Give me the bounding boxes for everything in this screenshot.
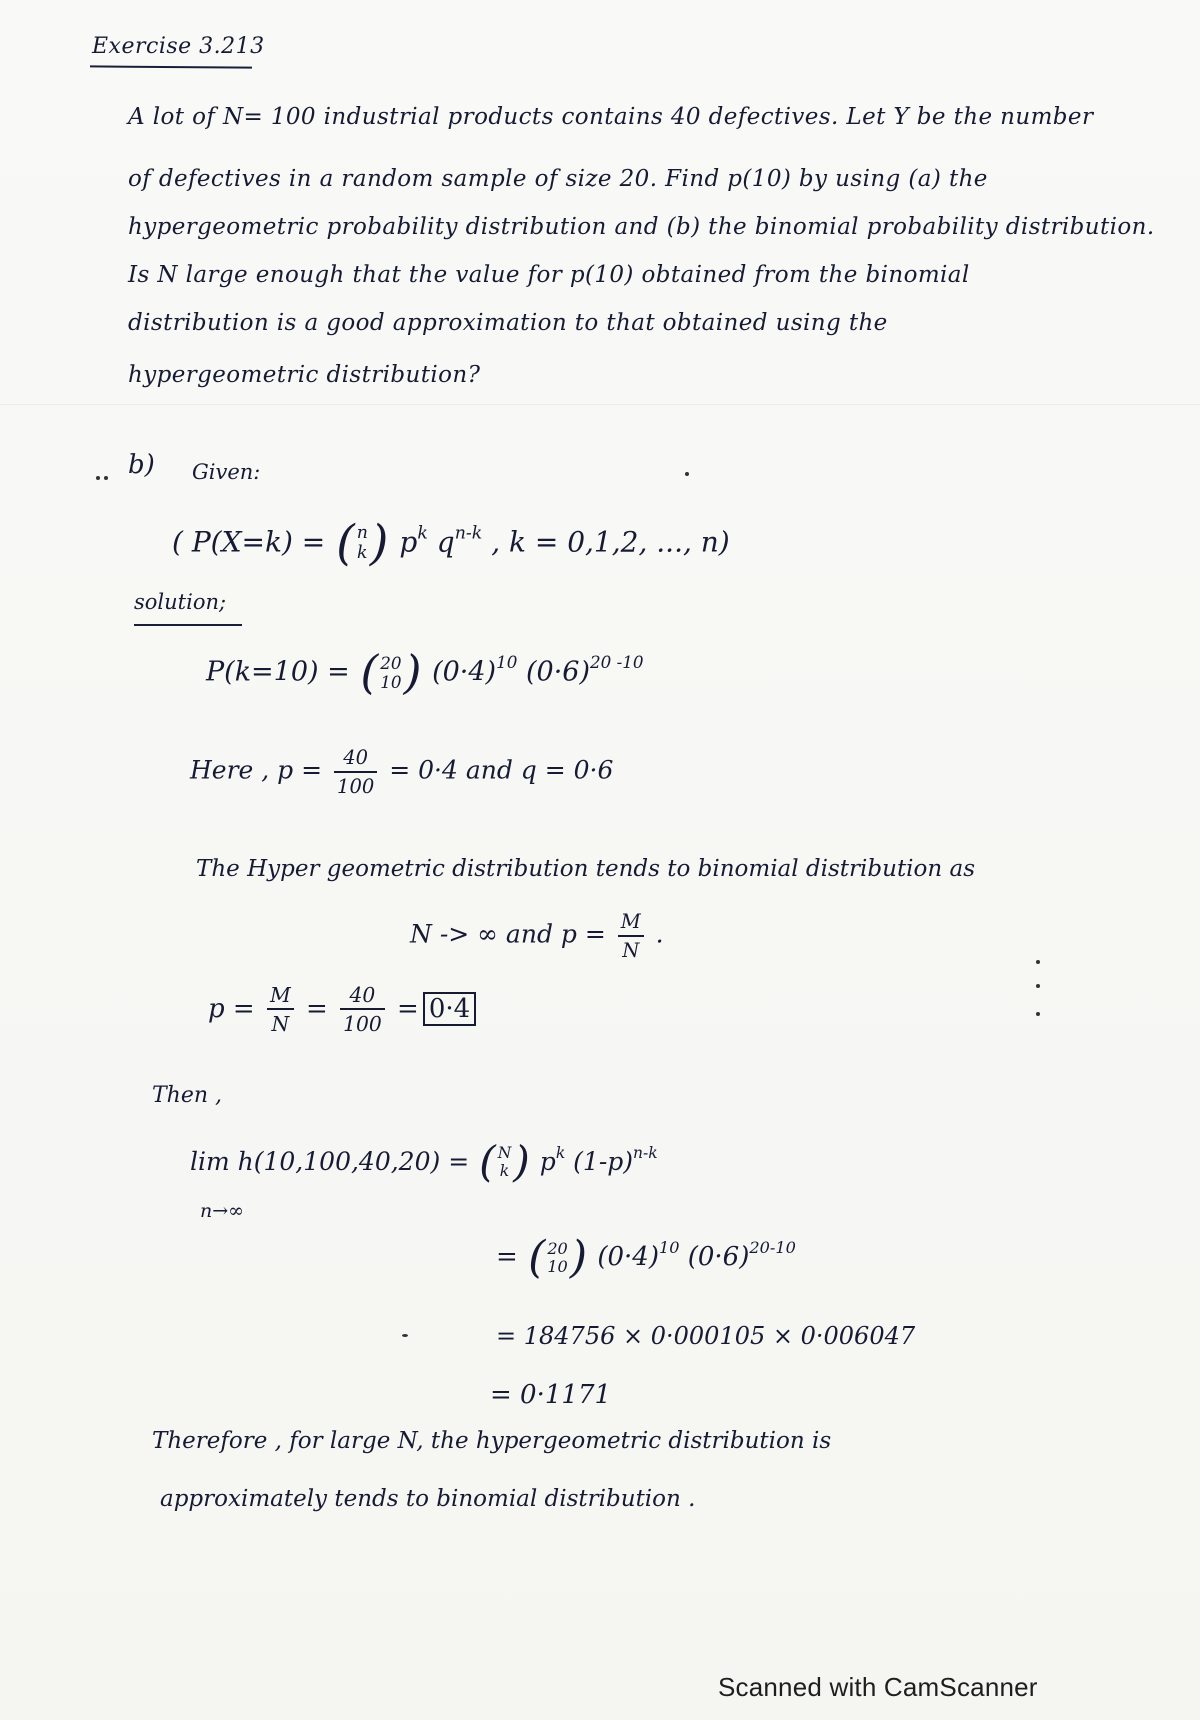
p-exponent: k [417, 523, 428, 544]
binom-20-10: ( 20 10 ) [360, 645, 422, 699]
frac-den: N [622, 938, 640, 962]
binom-bottom: 10 [380, 671, 402, 692]
frac-den: N [271, 1012, 290, 1037]
limit-end: . [655, 919, 664, 949]
problem-line-2: of defectives in a random sample of size 20. Find p(10) by using (a) the [128, 166, 988, 192]
equals-sign: = [397, 993, 419, 1024]
conclusion-line-2: approximately tends to binomial distribution . [160, 1486, 696, 1512]
step2-term1: (0·4) [597, 1242, 659, 1273]
one-minus-p-exponent: n-k [633, 1144, 658, 1163]
scan-dot [685, 472, 689, 476]
fraction-m-n [267, 985, 294, 1035]
problem-line-1: A lot of N= 100 industrial products contains 40 defectives. Let Y be the number [128, 104, 1094, 130]
title-underline [90, 65, 252, 68]
scan-dot [1036, 960, 1040, 964]
equals-sign: = [496, 1242, 518, 1273]
step2-term2: (0·6) [687, 1242, 750, 1273]
page-seam [0, 404, 1200, 405]
equals-sign: = [306, 993, 328, 1024]
binom-bottom: k [499, 1162, 510, 1181]
frac-num: 40 [340, 985, 385, 1010]
binom-top: n [356, 522, 368, 543]
pk-formula [206, 645, 644, 699]
limit-text: N -> ∞ and p = [410, 919, 606, 949]
frac-den: 100 [337, 774, 375, 798]
pk-exp2: 20 -10 [590, 651, 644, 672]
boxed-result: 0·4 [423, 992, 476, 1026]
fraction-40-100 [334, 748, 377, 796]
statement-hypergeometric-tends: The Hyper geometric distribution tends to binomial distribution as [196, 856, 976, 882]
step2-exp2: 20-10 [749, 1238, 796, 1258]
scan-dot [104, 476, 108, 480]
pk-lhs: P(k=10) = [206, 656, 350, 688]
frac-den: 100 [343, 1012, 382, 1037]
then-label: Then , [152, 1083, 223, 1108]
given-lhs: ( P(X=k) = [172, 525, 326, 559]
problem-line-3: hypergeometric probability distribution and (b) the binomial probability distribution. [128, 214, 1155, 240]
conclusion-line-1: Therefore , for large N, the hypergeometric distribution is [152, 1428, 832, 1454]
solution-underline [134, 624, 242, 626]
p-term: p [539, 1146, 556, 1176]
scan-dot [1036, 1012, 1040, 1016]
camscanner-watermark: Scanned with CamScanner [718, 1672, 1038, 1702]
fraction-m-n [618, 912, 644, 960]
frac-num: M [618, 912, 644, 937]
binom-n-k: ( N k ) [479, 1138, 530, 1187]
binom-n-k: ( n k ) [336, 516, 389, 571]
binom-bottom: 10 [547, 1257, 568, 1277]
here-line [190, 748, 613, 796]
step-2-formula [496, 1232, 796, 1283]
problem-line-5: distribution is a good approximation to that obtained using the [128, 310, 888, 336]
fraction-40-100 [340, 985, 385, 1035]
k-range: , k = 0,1,2, ..., n) [491, 525, 730, 559]
pk-term2: (0·6) [525, 656, 590, 688]
q-exponent: n-k [454, 523, 483, 544]
binom-20-10: ( 20 10 ) [528, 1232, 588, 1283]
binom-top: N [497, 1144, 512, 1163]
scan-dot [96, 476, 100, 480]
pk-exp1: 10 [496, 651, 518, 672]
p-exponent: k [555, 1144, 566, 1163]
pk-term1: (0·4) [432, 656, 497, 688]
problem-line-4: Is N large enough that the value for p(10) obtained from the binomial [128, 262, 970, 288]
one-minus-p-term: (1-p) [573, 1146, 634, 1176]
given-label: Given: [192, 460, 261, 484]
exercise-title: Exercise 3.213 [92, 34, 265, 59]
frac-num: 40 [334, 748, 377, 773]
step-4-result: = 0·1171 [490, 1380, 612, 1410]
here-prefix: Here , p = [190, 755, 323, 785]
p-prefix: p = [208, 993, 255, 1024]
problem-line-6: hypergeometric distribution? [128, 362, 481, 388]
step2-exp1: 10 [658, 1238, 680, 1258]
binom-bottom: k [357, 542, 368, 563]
limit-subscript: n→∞ [200, 1200, 244, 1222]
step-3-product: = 184756 × 0·000105 × 0·006047 [496, 1322, 916, 1350]
frac-num: M [267, 985, 294, 1010]
part-b-label: b) [128, 450, 155, 480]
scan-dot [1036, 984, 1040, 988]
p-term: p [399, 525, 418, 559]
limit-formula [190, 1138, 658, 1187]
limit-lhs: lim h(10,100,40,20) = [190, 1146, 470, 1176]
binom-top: 20 [380, 652, 402, 673]
here-suffix: = 0·4 and q = 0·6 [389, 755, 614, 785]
solution-label: solution; [134, 590, 227, 614]
binom-top: 20 [547, 1238, 568, 1258]
statement-limit-condition [410, 912, 664, 960]
scan-dot [402, 1334, 408, 1337]
q-term: q [436, 525, 455, 559]
given-binomial-formula [172, 516, 730, 571]
p-equals-line [208, 985, 476, 1035]
